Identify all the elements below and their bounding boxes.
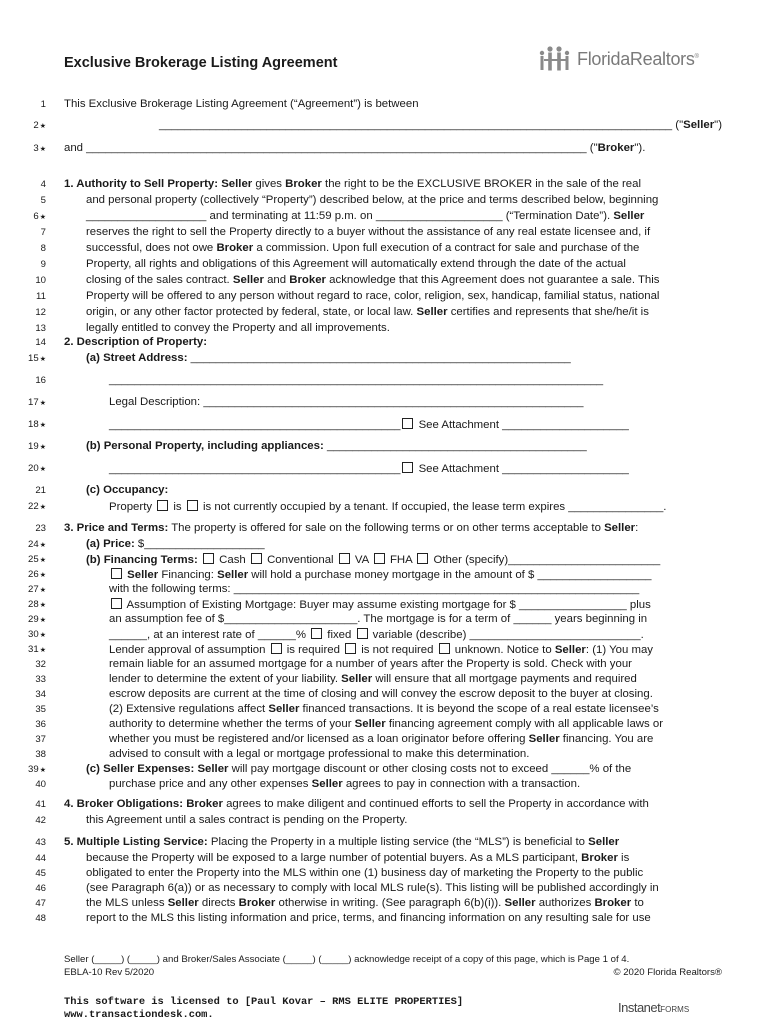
checkbox[interactable] (111, 598, 122, 609)
line-number: 44 (35, 853, 46, 864)
line-number: 13 (35, 323, 46, 334)
agreement-line: ______________________________________________________________________________ (109, 374, 604, 386)
line-number: 18 ★ (24, 419, 46, 430)
line-number: 19 ★ (24, 441, 46, 452)
page-title: Exclusive Brokerage Listing Agreement (64, 55, 338, 71)
line-number: 33 (35, 674, 46, 685)
agreement-line: (c) Seller Expenses: Seller will pay mortgage discount or other closing costs not to exceed ______% of the (86, 763, 632, 775)
line-number: 10 (35, 275, 46, 286)
agreement-line: and _______________________________________________________________________________ ("Broker"). (64, 142, 646, 154)
form-id: EBLA-10 Rev 5/2020 (64, 967, 155, 978)
line-number: 7 (40, 227, 46, 238)
line-number: 35 (35, 704, 46, 715)
line-number: 9 (40, 259, 46, 270)
agreement-line: authority to determine whether the terms of your Seller financing agreement comply with all applicable laws or (109, 718, 664, 730)
line-number: 3 ★ (24, 143, 46, 154)
line-number: 5 (40, 195, 46, 206)
line-number: 20 ★ (24, 463, 46, 474)
line-number: 21 (35, 485, 46, 496)
agreement-line: (c) Occupancy: (86, 484, 169, 496)
line-number: 45 (35, 868, 46, 879)
agreement-line: Property will be offered to any person without regard to race, color, religion, sex, handicap, familial status, national (86, 290, 660, 302)
agreement-line: this Agreement until a sales contract is pending on the Property. (86, 814, 408, 826)
line-number: 48 (35, 913, 46, 924)
line-number: 29 ★ (24, 614, 46, 625)
agreement-line: lender to determine the extent of your liability. Seller will ensure that all mortgage payments and required (109, 673, 637, 685)
line-number: 37 (35, 734, 46, 745)
agreement-line: (a) Price: $___________________ (86, 538, 265, 550)
agreement-line: ______, at an interest rate of ______% fixed variable (describe) ___________________________. (109, 629, 644, 641)
line-number: 8 (40, 243, 46, 254)
agreement-line: Seller Financing: Seller will hold a purchase money mortgage in the amount of $ __________________ (109, 568, 722, 581)
agreement-line: _________________________________________________________________________________ ("Seller") (158, 119, 722, 131)
line-number: 12 (35, 307, 46, 318)
agreement-line: Property is is not currently occupied by a tenant. If occupied, the lease term expires _______________. (109, 501, 667, 513)
line-number: 40 (35, 779, 46, 790)
line-number: 14 (35, 337, 46, 348)
checkbox[interactable] (203, 553, 214, 564)
agreement-line: remain liable for an assumed mortgage for a number of years after the Property is sold. Check with your (109, 658, 632, 670)
license-notice: This software is licensed to [Paul Kovar – RMS ELITE PROPERTIES] (64, 996, 464, 1008)
line-number: 39 ★ (24, 764, 46, 775)
line-number: 11 (36, 291, 46, 302)
agreement-line: the MLS unless Seller directs Broker otherwise in writing. (See paragraph 6(b)(i)). Seller authorizes Broker to (86, 897, 644, 909)
instanet-forms-logo: InstanetFORMS (618, 1000, 690, 1015)
checkbox[interactable] (374, 553, 385, 564)
line-number: 32 (35, 659, 46, 670)
checkbox[interactable] (311, 628, 322, 639)
line-number: 41 (35, 799, 46, 810)
agreement-line: reserves the right to sell the Property directly to a buyer without the assistance of any real estate licensee and, if (86, 226, 651, 238)
checkbox[interactable] (251, 553, 262, 564)
agreement-line: successful, does not owe Broker a commission. Upon full execution of a contract for sale and purchase of the (86, 242, 640, 254)
line-number: 6 ★ (24, 211, 46, 222)
agreement-line: 4. Broker Obligations: Broker agrees to make diligent and continued efforts to sell the Property in accordance with (64, 798, 649, 810)
agreement-line: ___________________ and terminating at 11:59 p.m. on ____________________ (“Termination Date”). Seller (86, 210, 645, 222)
line-number: 24 ★ (24, 539, 46, 550)
line-number: 28 ★ (24, 599, 46, 610)
agreement-line: 1. Authority to Sell Property: Seller gives Broker the right to be the EXCLUSIVE BROKER in the sale of the real (64, 178, 641, 190)
agreement-line: (see Paragraph 6(a)) or as necessary to comply with local MLS rule(s). This listing will be published accordingly in (86, 882, 659, 894)
agreement-line: an assumption fee of $_____________________. The mortgage is for a term of ______ years beginning in (109, 613, 648, 625)
acknowledgment-line: Seller (_____) (_____) and Broker/Sales Associate (_____) (_____) acknowledge receipt of a copy of this page, which is Page 1 of 4. (64, 954, 630, 965)
agreement-line: Lender approval of assumption is required is not required unknown. Notice to Seller: (1) You may (109, 644, 653, 656)
checkbox[interactable] (157, 500, 168, 511)
line-number: 46 (35, 883, 46, 894)
agreement-line: (b) Financing Terms: Cash Conventional VA FHA Other (specify)________________________ (86, 554, 661, 566)
agreement-line: ______________________________________________ See Attachment ____________________ (109, 419, 629, 431)
agreement-line: ______________________________________________ See Attachment ____________________ (109, 463, 629, 475)
checkbox[interactable] (357, 628, 368, 639)
agreement-line: report to the MLS this listing information and price, terms, and financing information on any resulting sale for use (86, 912, 651, 924)
line-number: 34 (35, 689, 46, 700)
checkbox[interactable] (187, 500, 198, 511)
line-number: 30 ★ (24, 629, 46, 640)
line-number: 22 ★ (24, 501, 46, 512)
checkbox[interactable] (402, 418, 413, 429)
line-number: 42 (35, 815, 46, 826)
logo-text: FloridaRealtors® (577, 48, 699, 69)
checkbox[interactable] (271, 643, 282, 654)
checkbox[interactable] (111, 568, 122, 579)
agreement-line: (a) Street Address: ____________________________________________________________ (86, 352, 571, 364)
line-number: 4 (40, 179, 46, 190)
agreement-line: escrow deposits are current at the time of closing and will convey the escrow deposit to the buyer at closing. (109, 688, 653, 700)
line-number: 2 ★ (24, 120, 46, 131)
agreement-line: This Exclusive Brokerage Listing Agreement (“Agreement”) is between (64, 98, 419, 110)
checkbox[interactable] (339, 553, 350, 564)
agreement-line: 5. Multiple Listing Service: Placing the Property in a multiple listing service (the “MLS”) is beneficial to Seller (64, 836, 620, 848)
agreement-line: and personal property (collectively “Property”) described below, at the price and terms described below, beginning (86, 194, 659, 206)
agreement-line: origin, or any other factor protected by federal, state, or local law. Seller certifies and represents that she/he/it is (86, 306, 649, 318)
line-number: 26 ★ (24, 569, 46, 580)
agreement-line: purchase price and any other expenses Seller agrees to pay in connection with a transaction. (109, 778, 581, 790)
line-number: 17 ★ (24, 397, 46, 408)
license-url[interactable]: www.transactiondesk.com. (64, 1009, 214, 1021)
florida-realtors-logo (537, 42, 712, 76)
agreement-line: Assumption of Existing Mortgage: Buyer may assume existing mortgage for $ _________________ plus (109, 598, 722, 611)
copyright: © 2020 Florida Realtors® (613, 967, 722, 978)
line-number: 1 (40, 99, 46, 110)
checkbox[interactable] (439, 643, 450, 654)
line-number: 27 ★ (24, 584, 46, 595)
line-number: 16 (35, 375, 46, 386)
agreement-line: Property, all rights and obligations of this Agreement will automatically extend through the date of the actual (86, 258, 626, 270)
checkbox[interactable] (402, 462, 413, 473)
line-number: 38 (35, 749, 46, 760)
agreement-line: with the following terms: ________________________________________________________________ (109, 583, 640, 595)
checkbox[interactable] (345, 643, 356, 654)
agreement-line: obligated to enter the Property into the MLS within one (1) business day of marketing the Property to the public (86, 867, 644, 879)
realtors-people-icon (537, 44, 573, 74)
agreement-line: 3. Price and Terms: The property is offered for sale on the following terms or on other terms acceptable to Seller: (64, 522, 639, 534)
line-number: 31 ★ (24, 644, 46, 655)
agreement-line: whether you must be registered and/or licensed as a loan originator before offering Seller financing. You are (109, 733, 654, 745)
agreement-line: closing of the sales contract. Seller and Broker acknowledge that this Agreement does not guarantee a sale. This (86, 274, 660, 286)
line-number: 15 ★ (24, 353, 46, 364)
agreement-line: (b) Personal Property, including appliances: _________________________________________ (86, 440, 587, 452)
agreement-line: Legal Description: ____________________________________________________________ (109, 396, 584, 408)
line-number: 36 (35, 719, 46, 730)
line-number: 47 (35, 898, 46, 909)
agreement-line: advised to consult with a legal or mortgage professional to make this determination. (109, 748, 530, 760)
agreement-line: (2) Extensive regulations affect Seller financed transactions. It is beyond the scope of a real estate licensee’s (109, 703, 659, 715)
agreement-line: legally entitled to convey the Property and all improvements. (86, 322, 390, 334)
agreement-line: 2. Description of Property: (64, 336, 208, 348)
checkbox[interactable] (417, 553, 428, 564)
line-number: 25 ★ (24, 554, 46, 565)
line-number: 23 (35, 523, 46, 534)
line-number: 43 (35, 837, 46, 848)
agreement-line: because the Property will be exposed to a large number of potential buyers. As a MLS participant, Broker is (86, 852, 630, 864)
